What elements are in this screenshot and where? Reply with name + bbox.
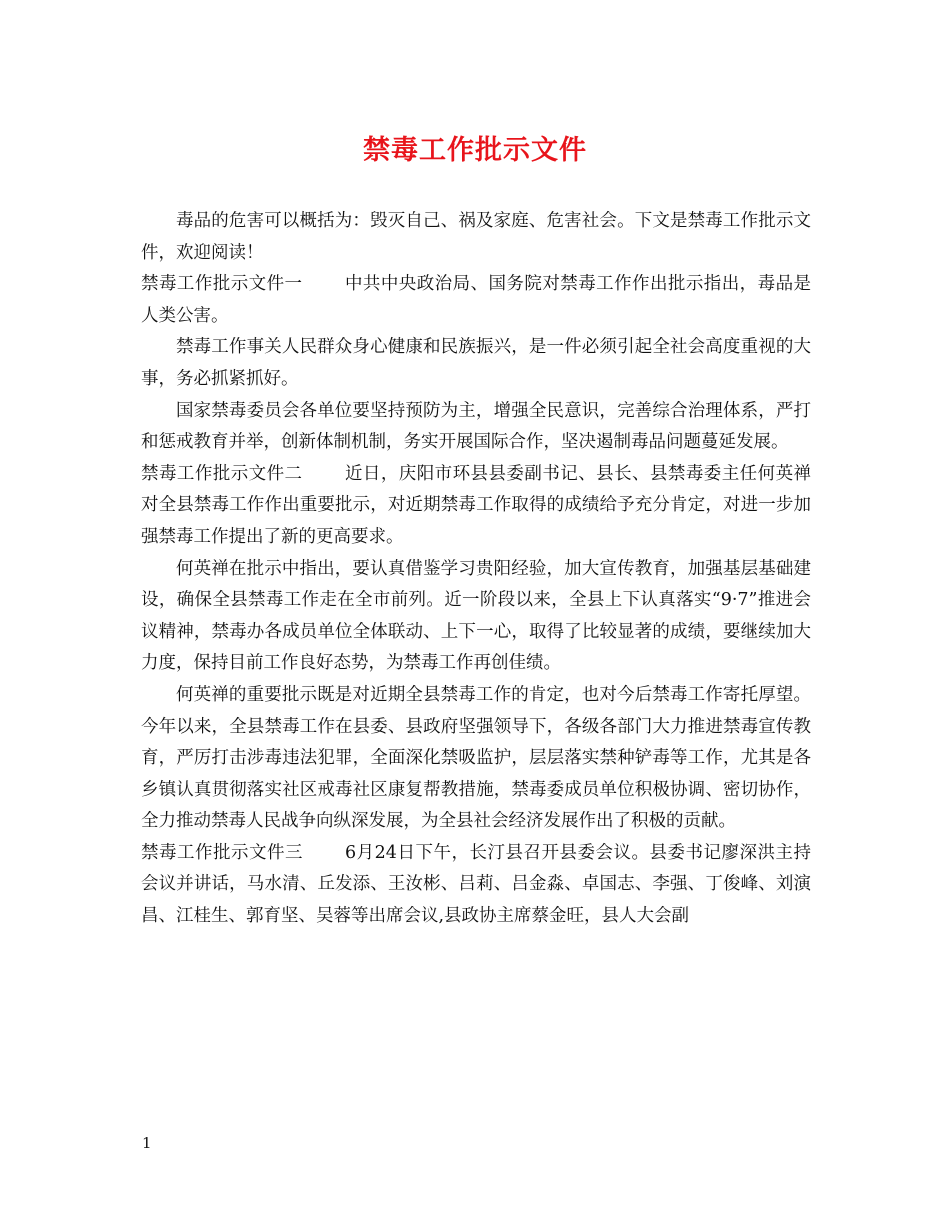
section-2-paragraph: 何英禅的重要批示既是对近期全县禁毒工作的肯定，也对今后禁毒工作寄托厚望。今年以来，全县禁毒工作在县委、县政府坚强领导下，各级各部门大力推进禁毒宣传教育，严厉打击涉毒违法犯罪，全面深化禁吸监护，层层落实禁种铲毒等工作，尤其是各乡镇认真贯彻落实社区戒毒社区康复帮教措施，禁毒委成员单位积极协调、密切协作，全力推动禁毒人民战争向纵深发展，为全县社会经济发展作出了积极的贡献。 [141,684,811,832]
section-3-heading [141,838,811,933]
section-1-lead: 中共中央政治局、国务院对禁毒工作作出批示指出，毒品是人类公害。 [141,274,812,326]
section-1-label: 禁毒工作批示文件一 [141,274,303,295]
intro-paragraph: 毒品的危害可以概括为：毁灭自己、祸及家庭、危害社会。下文是禁毒工作批示文件，欢迎阅读！ [141,211,811,263]
section-2-lead: 近日，庆阳市环县县委副书记、县长、县禁毒委主任何英禅对全县禁毒工作作出重要批示，对近期禁毒工作取得的成绩给予充分肯定，对进一步加强禁毒工作提出了新的更高要求。 [141,463,812,547]
section-1-paragraph: 禁毒工作事关人民群众身心健康和民族振兴，是一件必须引起全社会高度重视的大事，务必抓紧抓好。 [141,337,811,389]
section-2-heading [141,459,811,554]
section-1-heading [141,269,811,332]
section-1-paragraph: 国家禁毒委员会各单位要坚持预防为主，增强全民意识，完善综合治理体系，严打和惩戒教育并举，创新体制机制，务实开展国际合作，坚决遏制毒品问题蔓延发展。 [141,400,811,453]
document-title: 禁毒工作批示文件 [363,135,587,166]
section-3-lead: 6月24日下午，长汀县召开县委会议。县委书记廖深洪主持会议并讲话，马水清、丘发添、王汝彬、吕莉、吕金淼、卓国志、李强、丁俊峰、刘演昌、江桂生、郭育坚、吴蓉等出席会议,县政协主席蔡金旺，县人大会副 [141,842,812,927]
section-2-paragraph: 何英禅在批示中指出，要认真借鉴学习贵阳经验，加大宣传教育，加强基层基础建设，确保全县禁毒工作走在全市前列。近一阶段以来，全县上下认真落实“9·7”推进会议精神，禁毒办各成员单位全体联动、上下一心，取得了比较显著的成绩，要继续加大力度，保持目前工作良好态势，为禁毒工作再创佳绩。 [141,558,811,674]
section-3-label: 禁毒工作批示文件三 [141,842,304,863]
document-body [141,206,811,933]
section-2-label: 禁毒工作批示文件二 [141,463,303,484]
page-number: 1 [142,1134,152,1152]
